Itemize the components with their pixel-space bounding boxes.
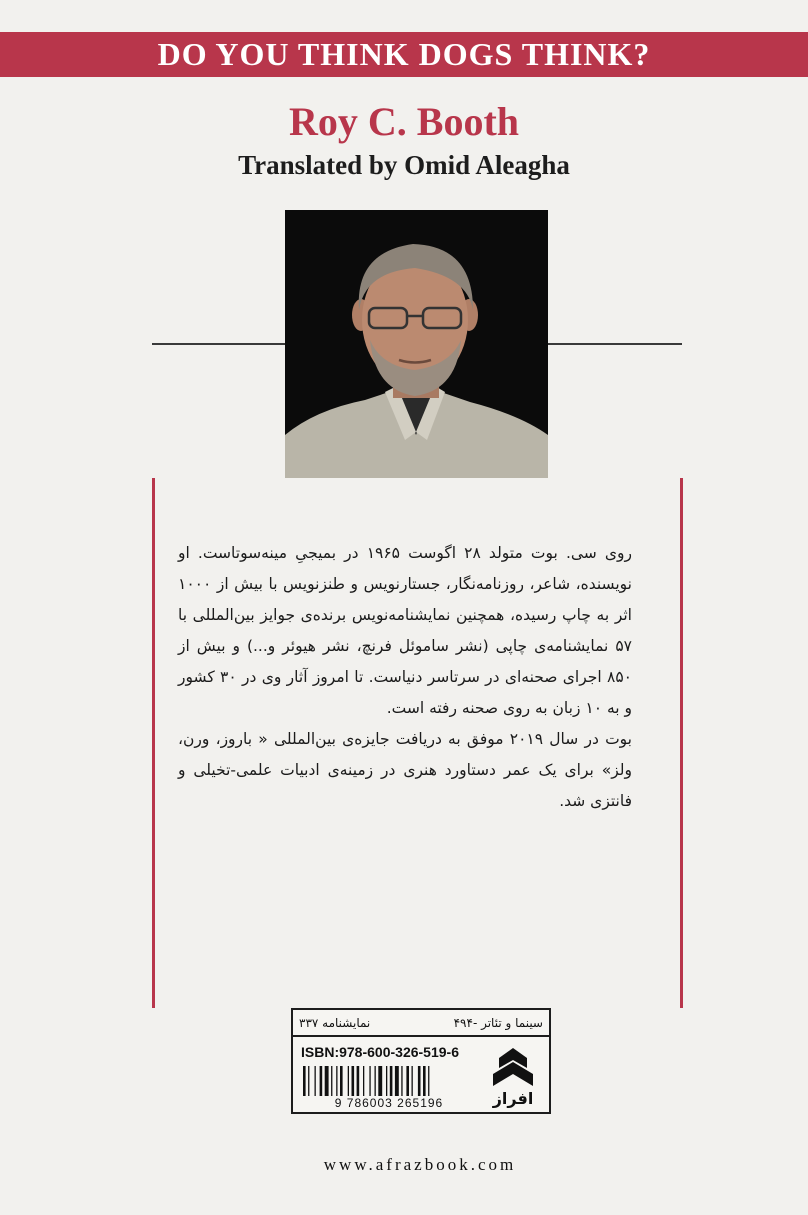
barcode-bar bbox=[395, 1066, 399, 1096]
barcode-bar bbox=[303, 1066, 306, 1096]
bio-paragraph: بوت در سال ۲۰۱۹ موفق به دریافت جایزه‌ی بین‌المللی « باروز، ورن، ولز» برای یک عمر دستاورد هنری در زمینه‌ی ادبیات علمی-تخیلی و فانتزی شد. bbox=[178, 730, 632, 810]
barcode-bar bbox=[320, 1066, 323, 1096]
barcode-bar bbox=[412, 1066, 413, 1096]
author-portrait-image bbox=[285, 210, 548, 478]
bio-paragraph: روی سی. بوت متولد ۲۸ اگوست ۱۹۶۵ در بمیجیِ مینه‌سوتاست. او نویسنده، شاعر، روزنامه‌نگار، جستارنویس و طنزنویس با بیش از ۱۰۰۰ اثر به چاپ رسیده، همچنین نمایشنامه‌نویس برنده‌ی جوایز بین‌المللی با ۵۷ نمایشنامه‌ی چاپی (نشر ساموئل فرنچ، نشر هیوئر و...) و بیش از ۸۵۰ اجرای صحنه‌ای در سرتاسر دنیاست. تا امروز آثار وی در ۳۰ کشور و به ۱۰ زبان به روی صحنه رفته است. bbox=[178, 544, 632, 717]
barcode-bar bbox=[390, 1066, 393, 1096]
barcode-bar bbox=[308, 1066, 309, 1096]
barcode-bar bbox=[331, 1066, 332, 1096]
barcode-bar bbox=[325, 1066, 329, 1096]
barcode bbox=[303, 1066, 475, 1096]
barcode-bar bbox=[340, 1066, 343, 1096]
author-biography bbox=[178, 538, 632, 817]
translator-credit: Translated by Omid Aleagha bbox=[238, 150, 570, 180]
barcode-bar bbox=[423, 1066, 426, 1096]
publisher-logo bbox=[483, 1046, 543, 1108]
title-banner bbox=[0, 32, 808, 77]
author-name: Roy C. Booth bbox=[288, 99, 520, 144]
barcode-bar bbox=[418, 1066, 421, 1096]
barcode-bar bbox=[386, 1066, 387, 1096]
barcode-bar bbox=[363, 1066, 364, 1096]
series-row bbox=[293, 1010, 549, 1037]
play-number: نمایشنامه ۳۳۷ bbox=[299, 1015, 371, 1030]
barcode-bar bbox=[378, 1066, 382, 1096]
barcode-bar bbox=[357, 1066, 360, 1096]
isbn-text: ISBN:978-600-326-519-6 bbox=[301, 1044, 459, 1060]
barcode-bar bbox=[315, 1066, 316, 1096]
barcode-bar bbox=[401, 1066, 402, 1096]
left-red-rule bbox=[152, 478, 155, 1008]
book-title: DO YOU THINK DOGS THINK? bbox=[157, 36, 651, 72]
publisher-website: www.afrazbook.com bbox=[323, 1155, 517, 1174]
barcode-bar bbox=[375, 1066, 376, 1096]
right-red-rule bbox=[680, 478, 683, 1008]
isbn-info-box bbox=[291, 1008, 551, 1114]
barcode-bar bbox=[369, 1066, 370, 1096]
barcode-bar bbox=[348, 1066, 349, 1096]
series-number: سینما و تئاتر -۴۹۴ bbox=[453, 1015, 543, 1030]
author-photo bbox=[285, 210, 548, 478]
barcode-bar bbox=[352, 1066, 355, 1096]
barcode-bar bbox=[406, 1066, 409, 1096]
barcode-bar bbox=[336, 1066, 337, 1096]
publisher-logo-text: افراز bbox=[492, 1089, 534, 1108]
barcode-bar bbox=[428, 1066, 429, 1096]
barcode-number: 9 786003 265196 bbox=[334, 1096, 444, 1110]
